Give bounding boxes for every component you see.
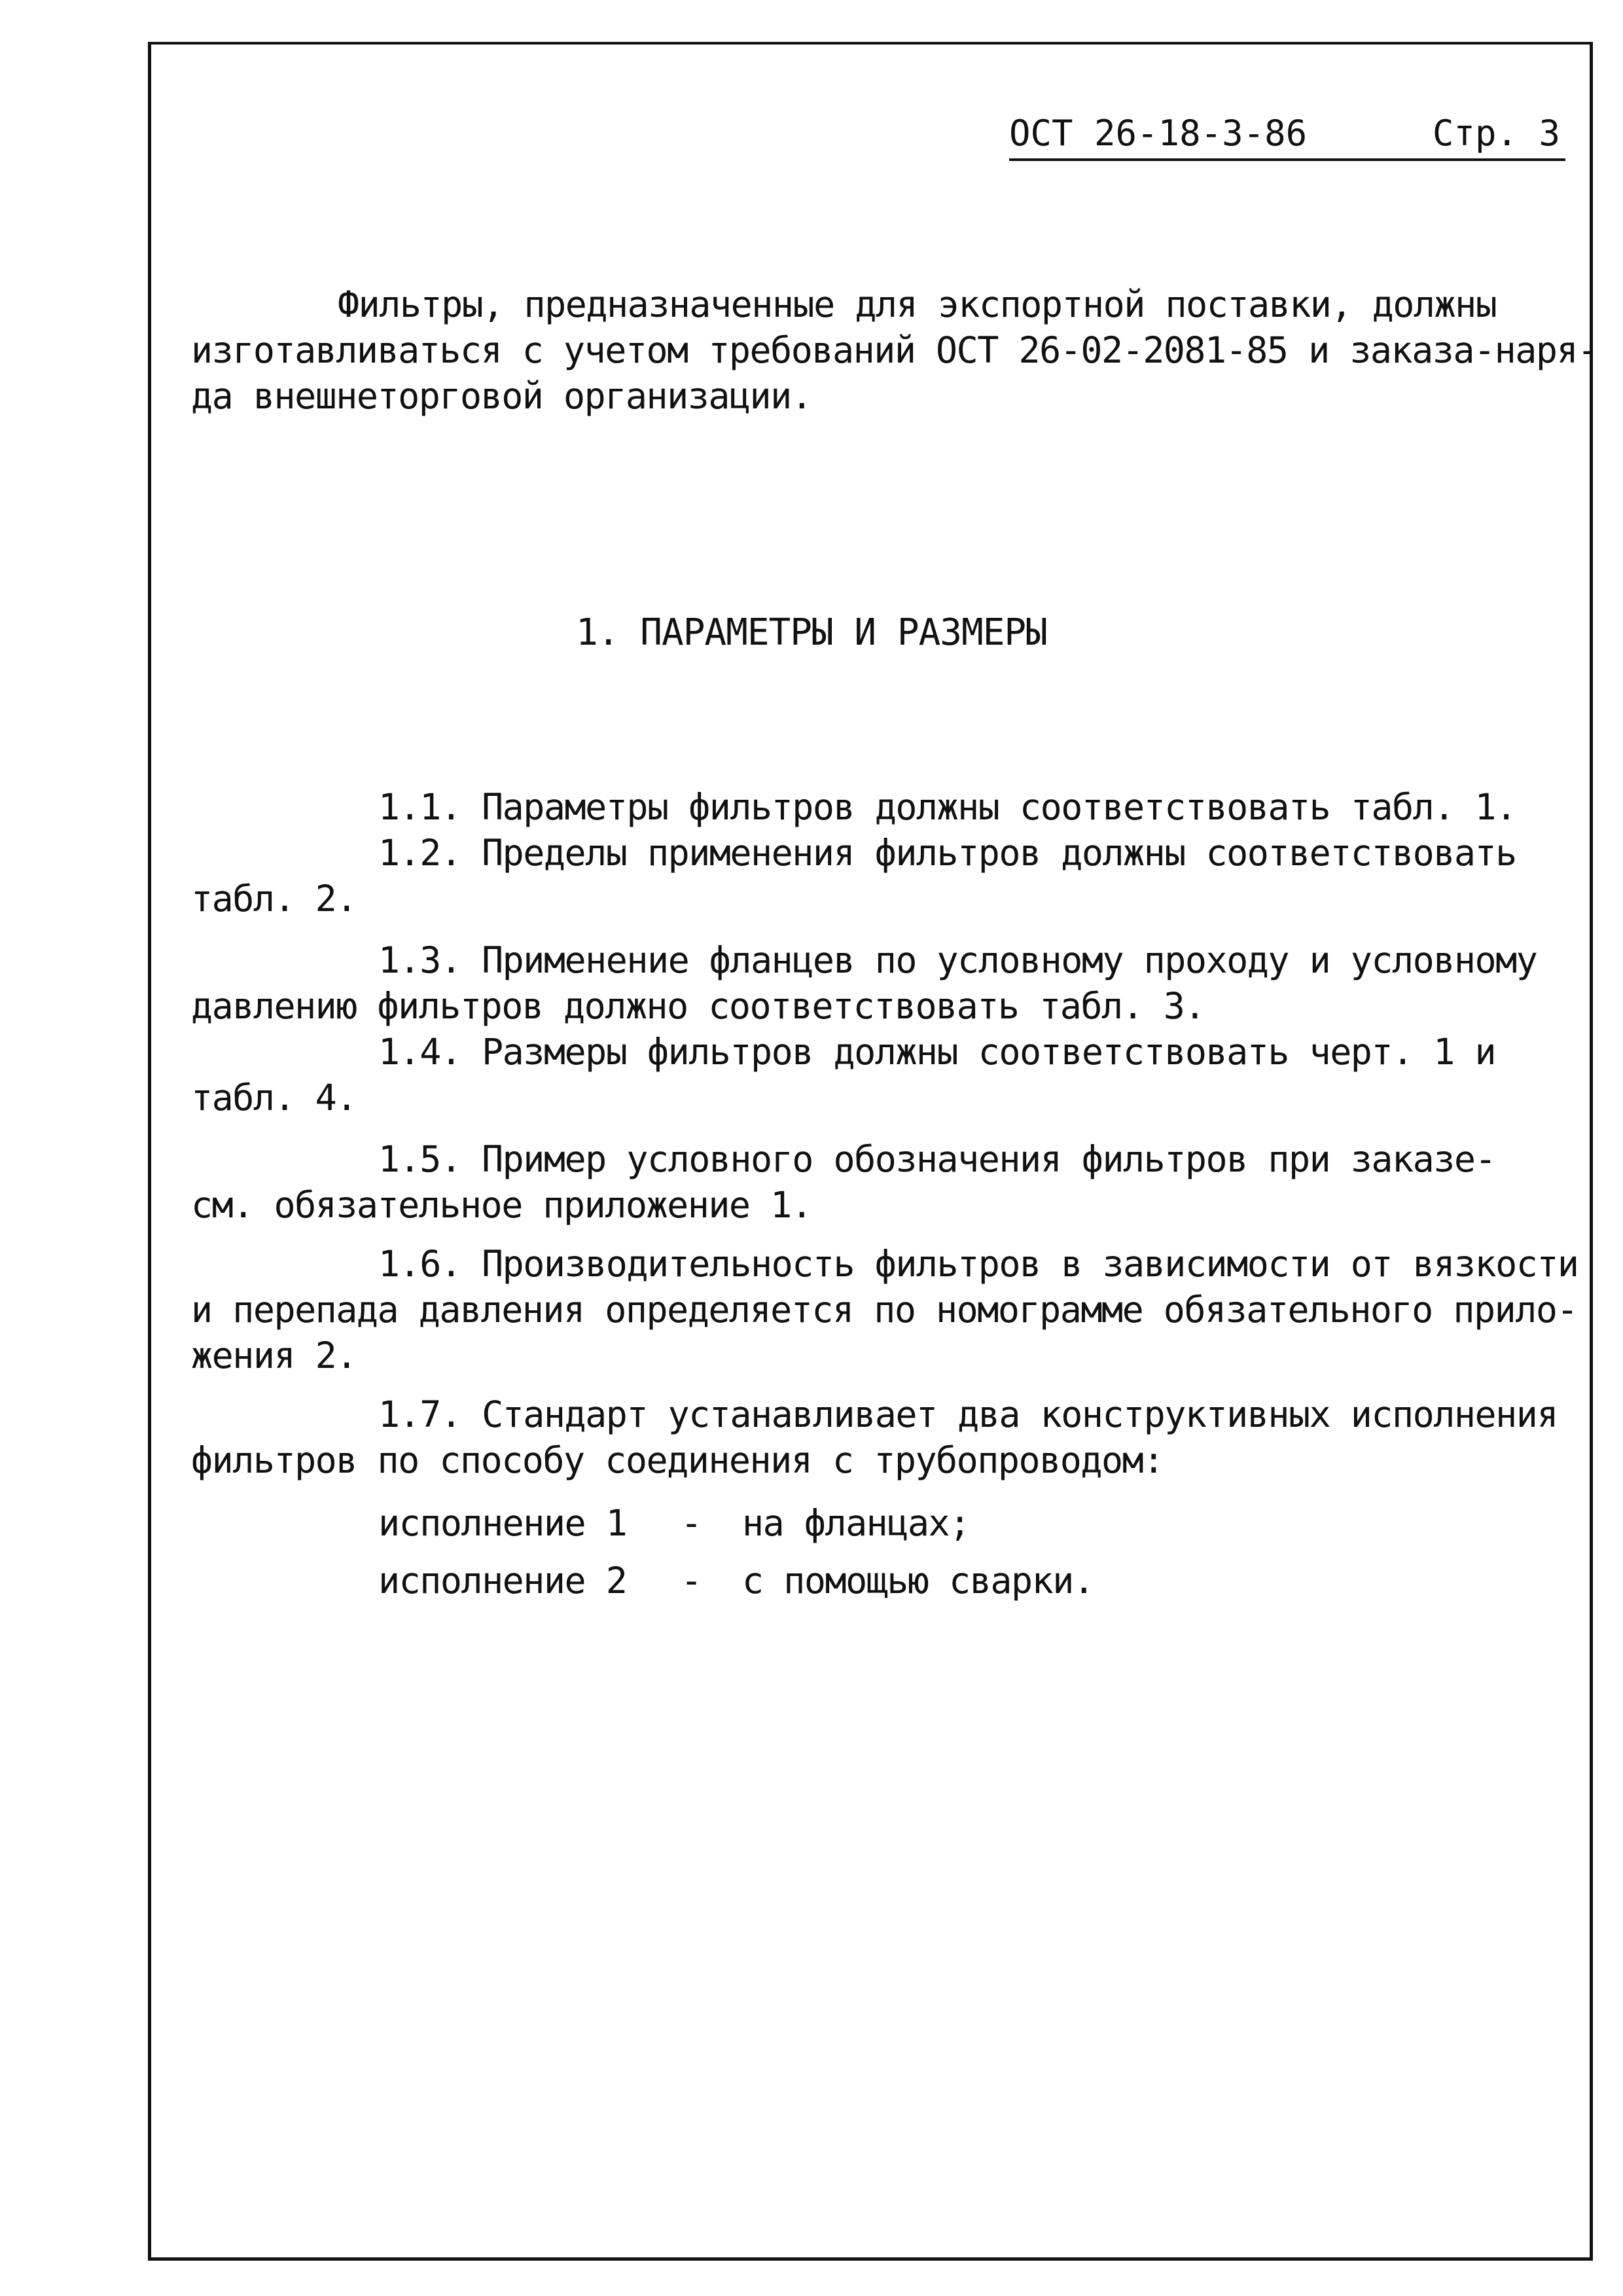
body-line-3: табл. 2. (191, 878, 357, 920)
intro-line-2: изготавливаться с учетом требований ОСТ 26-02-2081-85 и заказа-наря- (191, 329, 1598, 371)
variant-dash: - (681, 1502, 703, 1544)
page-header (1009, 110, 1565, 161)
body-line-1: 1.1. Параметры фильтров должны соответствовать табл. 1. (378, 786, 1516, 828)
body-line-8: 1.5. Пример условного обозначения фильтров при заказе- (378, 1138, 1496, 1180)
variant-text: с помощью сварки. (742, 1560, 1094, 1602)
variant-label: исполнение 1 (378, 1502, 627, 1544)
body-line-11: и перепада давления определяется по номограмме обязательного прило- (191, 1289, 1578, 1331)
variant-dash: - (681, 1560, 703, 1602)
page-number: Стр. 3 (1432, 113, 1560, 154)
document-code: ОСТ 26-18-3-86 (1009, 113, 1308, 154)
body-line-13: 1.7. Стандарт устанавливает два конструктивных исполнения (378, 1393, 1558, 1435)
intro-line-3: да внешнеторговой организации. (191, 375, 812, 417)
body-line-14: фильтров по способу соединения с трубопроводом: (191, 1439, 1164, 1481)
body-line-10: 1.6. Производительность фильтров в зависимости от вязкости (378, 1243, 1578, 1285)
body-line-4: 1.3. Применение фланцев по условному проходу и условному (378, 939, 1537, 981)
body-line-6: 1.4. Размеры фильтров должны соответствовать черт. 1 и (378, 1031, 1496, 1073)
body-line-2: 1.2. Пределы применения фильтров должны соответствовать (378, 832, 1516, 874)
intro-line-1: Фильтры, предназначенные для экспортной поставки, должны (338, 283, 1497, 325)
variant-label: исполнение 2 (378, 1560, 627, 1602)
body-line-9: см. обязательное приложение 1. (191, 1184, 812, 1226)
body-line-5: давлению фильтров должно соответствовать табл. 3. (191, 985, 1205, 1027)
body-line-12: жения 2. (191, 1335, 357, 1376)
body-line-7: табл. 4. (191, 1077, 357, 1119)
variant-text: на фланцах; (742, 1502, 970, 1544)
section-title: 1. ПАРАМЕТРЫ И РАЗМЕРЫ (576, 611, 1047, 654)
